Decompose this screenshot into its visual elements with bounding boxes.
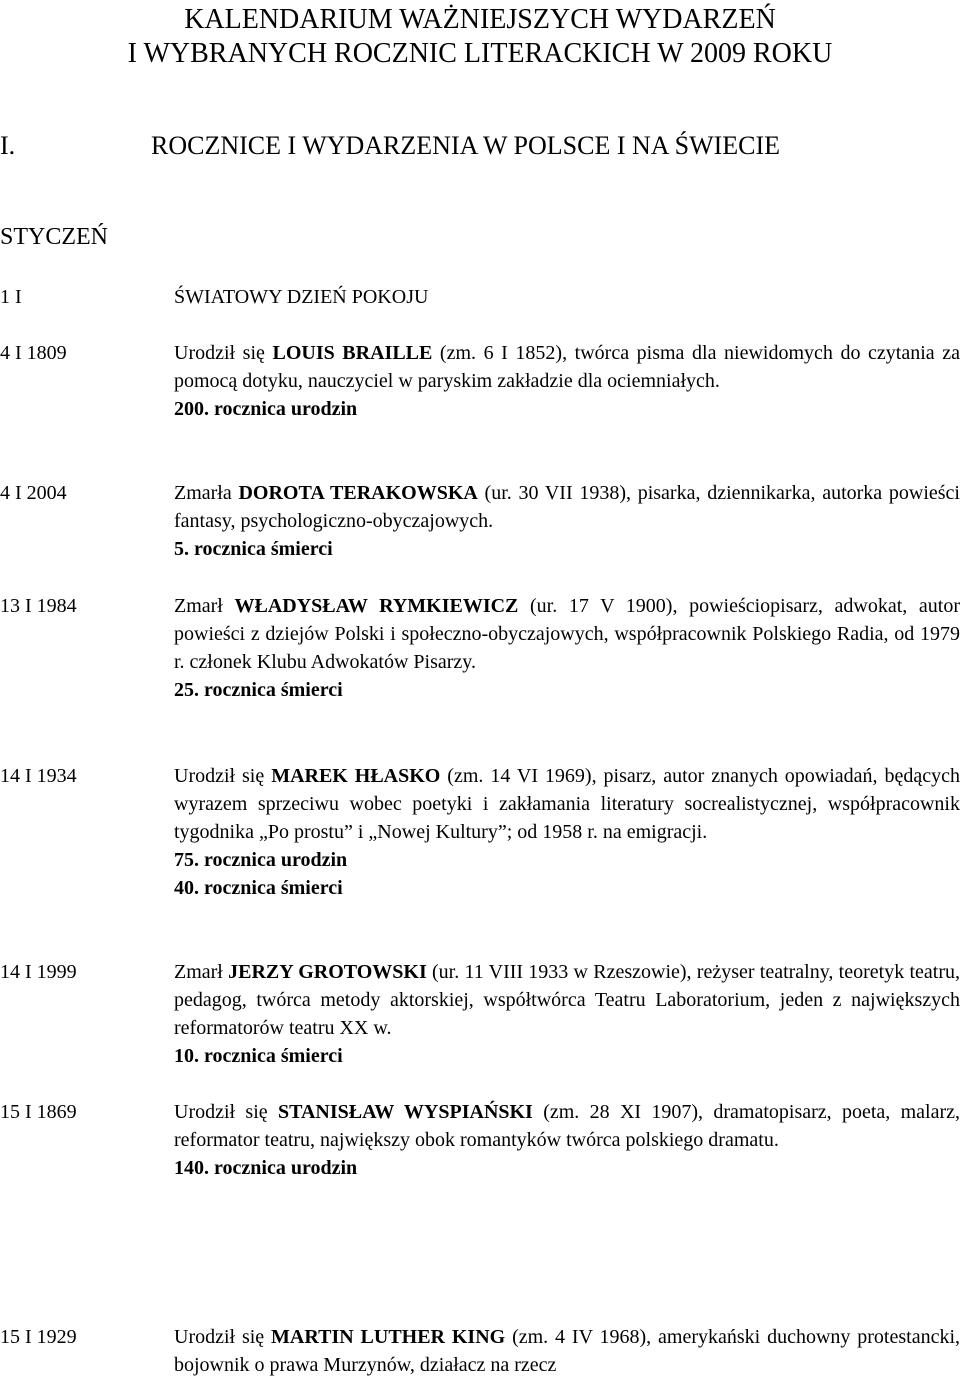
entry-details: (zm. 6 I 1852), twórca pisma dla niewidomych do czytania za pomocą dotyku, nauczyciel w paryskim zakładzie dla ociemniałych.: [174, 342, 960, 392]
person-name: JERZY GROTOWSKI: [228, 961, 427, 983]
entry-date: 4 I 2004: [0, 482, 67, 504]
entry-prefix: Zmarła: [174, 482, 239, 504]
entry-details: (zm. 28 XI 1907), dramatopisarz, poeta, malarz, reformator teatru, największy obok romantyków twórca polskiego dramatu.: [174, 1101, 960, 1151]
entry-prefix: Zmarł: [174, 595, 235, 617]
entry-description: [174, 1323, 960, 1379]
entry-prefix: Urodził się: [174, 1326, 272, 1348]
entry-prefix: Zmarł: [174, 961, 229, 983]
anniversary-type: rocznica śmierci: [189, 538, 333, 560]
entry-details: (ur. 17 V 1900), powieściopisarz, adwokat, autor powieści z dziejów Polski i społeczno-obyczajowych, współpracownik Polskiego Radia, od 1979 r. członek Klubu Adwokatów Pisarzy.: [174, 595, 960, 673]
entry-date: 14 I 1999: [0, 961, 77, 983]
anniversary-label: [174, 676, 960, 704]
anniversary-label: [174, 1042, 960, 1070]
entry-body: [174, 592, 960, 704]
anniversary-number: 75.: [174, 849, 199, 871]
entry-body: [174, 1098, 960, 1182]
anniversary-number: 140.: [174, 1157, 209, 1179]
entry-description: [174, 283, 960, 311]
section-title: ROCZNICE I WYDARZENIA W POLSCE I NA ŚWIECIE: [151, 131, 781, 160]
entry-body: [174, 283, 960, 311]
anniversary-label: [174, 874, 960, 902]
anniversary-label: [174, 535, 960, 563]
entry-date: 4 I 1809: [0, 342, 67, 364]
entry-details: (ur. 11 VIII 1933 w Rzeszowie), reżyser teatralny, teoretyk teatru, pedagog, twórca metody aktorskiej, współtwórca Teatru Laboratorium, jeden z największych reformatorów teatru XX w.: [174, 961, 960, 1039]
entry-date: 13 I 1984: [0, 595, 77, 617]
month-heading: STYCZEŃ: [0, 224, 108, 250]
entry-body: [174, 958, 960, 1070]
entry-description: [174, 762, 960, 846]
anniversary-type: rocznica urodzin: [199, 849, 348, 871]
anniversary-type: rocznica urodzin: [209, 1157, 358, 1179]
document-title-line-1: KALENDARIUM WAŻNIEJSZYCH WYDARZEŃ: [184, 4, 776, 35]
person-name: WŁADYSŁAW RYMKIEWICZ: [234, 595, 519, 617]
anniversary-type: rocznica śmierci: [199, 877, 343, 899]
entry-details: (zm. 4 IV 1968), amerykański duchowny protestancki, bojownik o prawa Murzynów, działacz na rzecz: [174, 1326, 960, 1376]
anniversary-type: rocznica śmierci: [199, 679, 343, 701]
anniversary-number: 5.: [174, 538, 189, 560]
entry-details: (ur. 30 VII 1938), pisarka, dziennikarka, autorka powieści fantasy, psychologiczno-obyczajowych.: [174, 482, 960, 532]
entry-description: [174, 1098, 960, 1154]
entry-prefix: Urodził się: [174, 765, 272, 787]
entry-body: [174, 762, 960, 902]
entry-details: (zm. 14 VI 1969), pisarz, autor znanych opowiadań, będących wyrazem sprzeciwu wobec poetyki i zakłamania literatury socrealistycznej, współpracownik tygodnika „Po prostu” i „Nowej Kultury”; od 1958 r. na emigracji.: [174, 765, 960, 843]
entry-prefix: Urodził się: [174, 1101, 278, 1123]
person-name: LOUIS BRAILLE: [272, 342, 433, 364]
person-name: DOROTA TERAKOWSKA: [238, 482, 478, 504]
entry-date: 15 I 1929: [0, 1326, 77, 1348]
anniversary-number: 25.: [174, 679, 199, 701]
anniversary-label: [174, 846, 960, 874]
entry-body: [174, 1323, 960, 1379]
entry-date: 15 I 1869: [0, 1101, 77, 1123]
section-number: I.: [0, 131, 16, 160]
entry-description: [174, 592, 960, 676]
anniversary-type: rocznica śmierci: [199, 1045, 343, 1067]
anniversary-number: 10.: [174, 1045, 199, 1067]
entry-prefix: Urodził się: [174, 342, 273, 364]
entry-description: [174, 958, 960, 1042]
entry-body: [174, 339, 960, 423]
entry-prefix: ŚWIATOWY DZIEŃ POKOJU: [174, 286, 429, 308]
entry-description: [174, 339, 960, 395]
anniversary-type: rocznica urodzin: [209, 398, 358, 420]
entry-description: [174, 479, 960, 535]
anniversary-number: 200.: [174, 398, 209, 420]
person-name: STANISŁAW WYSPIAŃSKI: [277, 1101, 533, 1123]
document-title-line-2: I WYBRANYCH ROCZNIC LITERACKICH W 2009 ROKU: [127, 38, 833, 69]
entry-date: 14 I 1934: [0, 765, 77, 787]
anniversary-label: [174, 395, 960, 423]
anniversary-label: [174, 1154, 960, 1182]
anniversary-number: 40.: [174, 877, 199, 899]
person-name: MARTIN LUTHER KING: [271, 1326, 506, 1348]
entry-body: [174, 479, 960, 563]
person-name: MAREK HŁASKO: [271, 765, 441, 787]
entry-date: 1 I: [0, 286, 22, 308]
